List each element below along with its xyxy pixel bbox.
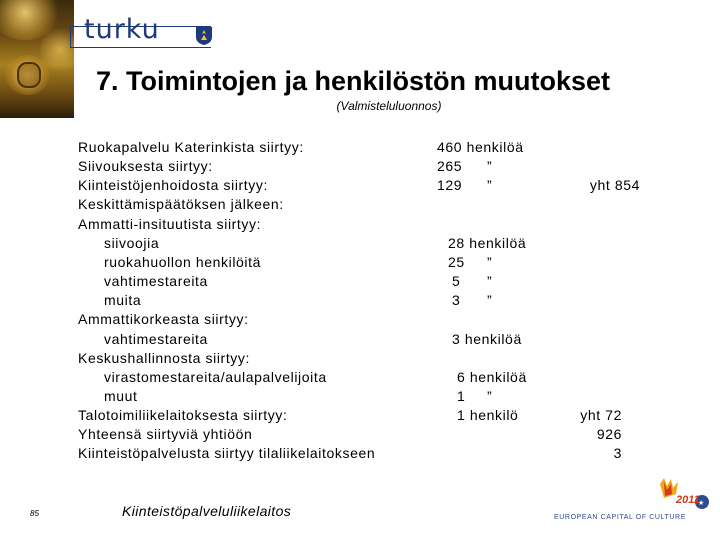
item-label: Ammatti-insituutista siirtyy: <box>78 215 262 232</box>
item-total: yht 854 <box>589 177 640 194</box>
photo-emblem <box>17 62 41 88</box>
item-count: 3 <box>452 292 461 309</box>
item-label: Ammattikorkeasta siirtyy: <box>78 311 249 328</box>
list-item <box>0 291 720 310</box>
item-label: vahtimestareita <box>104 273 208 290</box>
list-item <box>0 138 720 157</box>
list-item <box>0 349 720 368</box>
turku-crest-icon <box>195 26 213 46</box>
list-item <box>0 195 720 214</box>
item-label: Talotoimiliikelaitoksesta siirtyy: <box>78 407 288 424</box>
list-item <box>0 444 720 463</box>
page-subtitle: (Valmisteluluonnos) <box>336 99 442 113</box>
list-item <box>0 425 720 444</box>
item-label: muut <box>104 387 138 404</box>
item-count: 1 <box>457 387 466 404</box>
item-label: siivoojia <box>104 234 160 251</box>
item-label: Ruokapalvelu Katerinkista siirtyy: <box>78 139 304 155</box>
ecoc-logo <box>552 476 718 528</box>
list-item <box>0 406 720 425</box>
item-count: 3 henkilöä <box>452 330 522 347</box>
ditto-mark: ” <box>487 292 493 309</box>
list-item <box>0 176 720 195</box>
item-count: 460 henkilöä <box>437 139 524 155</box>
list-item <box>0 215 720 234</box>
list-item <box>0 368 720 387</box>
item-count: 25 <box>448 253 465 270</box>
list-item <box>0 387 720 406</box>
ditto-mark: ” <box>487 253 493 270</box>
ditto-mark: ” <box>487 387 493 404</box>
item-total: 926 <box>596 426 622 443</box>
item-total: yht 72 <box>580 407 622 424</box>
item-count: 6 henkilöä <box>457 368 527 385</box>
item-label: ruokahuollon henkilöitä <box>104 253 262 270</box>
ditto-mark: ” <box>487 177 493 194</box>
item-label: vahtimestareita <box>104 330 208 347</box>
item-label: Keskittämispäätöksen jälkeen: <box>78 196 284 213</box>
item-label: Kiinteistöjenhoidosta siirtyy: <box>78 177 268 194</box>
photo-highlight <box>40 25 74 75</box>
ditto-mark: ” <box>487 273 493 290</box>
footer-text: Kiinteistöpalveluliikelaitos <box>122 503 292 519</box>
item-label: Yhteensä siirtyviä yhtiöön <box>78 426 253 443</box>
item-label: virastomestareita/aulapalvelijoita <box>104 368 327 385</box>
list-item <box>0 253 720 272</box>
list-item <box>0 157 720 176</box>
item-label: muita <box>104 292 142 309</box>
item-label: Siivouksesta siirtyy: <box>78 158 213 175</box>
item-count: 28 henkilöä <box>448 234 527 251</box>
item-total: 3 <box>613 445 622 462</box>
item-count: 129 <box>437 177 463 194</box>
item-label: Kiinteistöpalvelusta siirtyy tilaliikelaitokseen <box>78 445 376 462</box>
turku-logo: turku <box>84 14 160 45</box>
item-count: 5 <box>452 273 461 290</box>
ditto-mark: ” <box>487 158 493 175</box>
page-number: 85 <box>30 509 39 518</box>
list-item <box>0 272 720 291</box>
list-item <box>0 330 720 349</box>
list-item <box>0 310 720 329</box>
page-title: 7. Toimintojen ja henkilöstön muutokset <box>96 66 611 96</box>
ecoc-text: EUROPEAN CAPITAL OF CULTURE <box>554 514 686 521</box>
ecoc-year: 2011 <box>676 494 700 506</box>
svg-text:★: ★ <box>698 500 705 507</box>
item-label: Keskushallinnosta siirtyy: <box>78 349 250 366</box>
item-count: 1 henkilö <box>457 407 519 424</box>
list-item <box>0 234 720 253</box>
item-count: 265 <box>437 158 463 175</box>
